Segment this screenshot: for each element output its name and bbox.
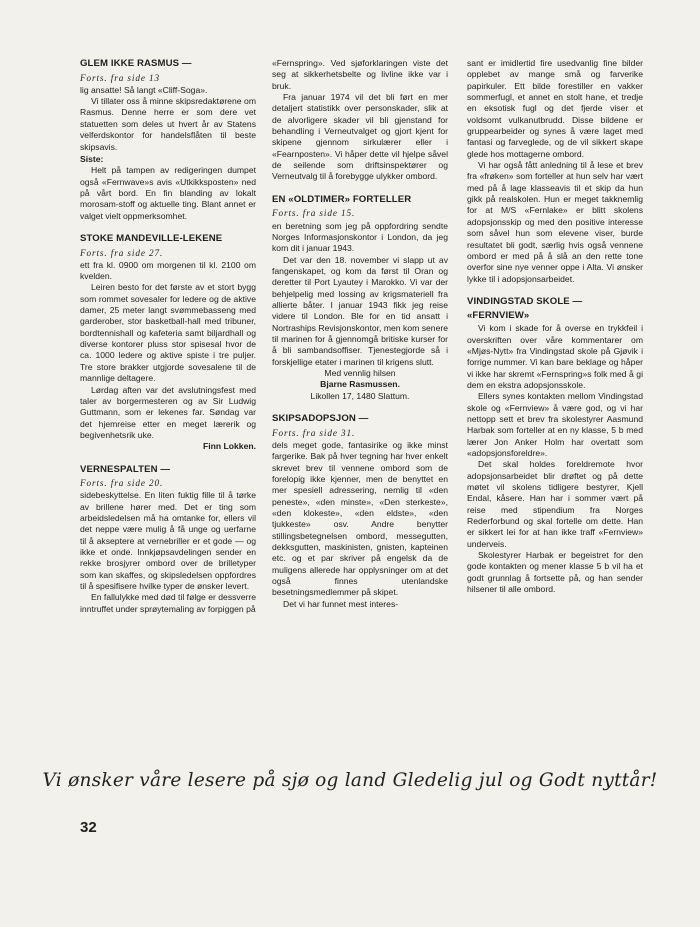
paragraph: «Fernspring». Ved sjøforklaringen viste det seg at sikkerhetsbelte og livline ikke var i bruk.	[272, 58, 448, 91]
paragraph: Fra januar 1974 vil det bli ført en mer detaljert statistikk over personskader, slik at de alvorligere skader vil bli gjenstand for behandling i Verneutvalget og gjort kjent for skipene gjennom sirkulærer eller i «Fearnposten». Vi håper dette vil hjelpe såvel de seilende som driftsinspektører og Verneutvalg til å forebygge ulykker ombord.	[272, 92, 448, 182]
paragraph: ett fra kl. 0900 om morgenen til kl. 2100 om kvelden.	[80, 259, 256, 282]
article	[80, 58, 256, 222]
article	[467, 58, 643, 285]
continued-from-note: Forts. fra side 27.	[80, 247, 164, 258]
article	[272, 413, 448, 610]
paragraph: Vi kom i skade for å overse en trykkfeil i overskriften over våre kommentarer om «Mjøs-Nytt» fra Vindingstad skole på Gjøvik i forrige nummer. Vi kan bare beklage og håper vi ikke har skremt «Fernspring»s folk med å gi dem en ekstra adopsjonsskole.	[467, 323, 643, 390]
paragraph: Lørdag aften var det avslutningsfest med taler av borgermesteren og av Sir Ludwig Guttmann, som er lekenes far. Søndag var det hjemreise etter en meget lærerik og begivenhetsrik uke.	[80, 384, 256, 440]
paragraph: Vi har også fått anledning til å lese et brev fra «frøken» som forteller at hun selv har vært med på å lage klasseavis til et skip da hun gikk på realskolen. Hun er meget takknemlig for at M/S «Fernlake» er blitt skolens adopsjonsskip og med den positive interesse som såvel hun som elevene viser, burde resultatet bli godt, særlig hvis også vennene ombord er med på å slå an den rette tone overfor sine nye venner oppe i Alta. Vi ønsker lykke til i adopsjonsarbeidet.	[467, 160, 643, 284]
continued-from-note: Forts. fra side 15.	[272, 208, 356, 219]
paragraph: Ellers synes kontakten mellom Vindingstad skole og «Fernview» å være god, og vi har nettopp sett et brev fra skolestyrer Aasmund Harbak som forteller at en ny klasse, 5 b med lærer Jon Anker Holm har overtatt som «adopsjonsforeldre».	[467, 391, 643, 458]
holiday-greeting: Vi ønsker våre lesere på sjø og land Gledelig jul og Godt nyttår!	[42, 770, 658, 791]
paragraph: Vi tillater oss å minne skipsredaktørene om Rasmus. Denne herre er som dere vet statuetten som deles ut hvert år av Statens velferdskontor for handelsflåten til beste skipsavis.	[80, 96, 256, 152]
column-2	[272, 58, 448, 621]
article-title: STOKE MANDEVILLE-LEKENE	[80, 232, 223, 244]
article-title: VERNESPALTEN —	[80, 463, 171, 475]
article-title: GLEM IKKE RASMUS —	[80, 58, 192, 69]
article	[272, 194, 448, 402]
article	[80, 233, 256, 453]
column-3	[467, 58, 643, 606]
article-subtitle: «FERNVIEW»	[467, 309, 530, 321]
paragraph: sant er imidlertid fire usedvanlig fine bilder opplebet av mange små og farverike papirkuler. Ett bilde forestiller en vakker sommerfugl, et annet en stolt hane, et tredje en eksotisk fugl og det fjerde viser et voldsomt vulkanutbrudd. Disse bildene er gruppearbeider og synes å være laget med fantasi og farveglede, og de vil sikkert skape glede hos mottagerne ombord.	[467, 58, 643, 159]
article-title: VINDINGSTAD SKOLE —	[467, 295, 583, 307]
paragraph: Det var den 18. november vi slapp ut av fangenskapet, og kom da først til Oran og deretter til Port Lyautey i Marokko. Vi var der behjelpelig med lossing av krigsmateriell fra allierte båter. I januar 1943 fikk jeg reise videre til London. Ble for en tid ansatt i Nortraships Revisjonskontor, men kom senere til marinen for å gjennomgå britiske kurser for å bli sambandsoffiser. Tjenestegjorde så i forskjellige etater i marinen til krigens slutt.	[272, 254, 448, 367]
paragraph: Med vennlig hilsen	[324, 368, 396, 379]
paragraph: Skolestyrer Harbak er begeistret for den gode kontakten og mener klasse 5 b vil ha et godt grunnlag å fortsette på, og han sender hilsener til alle ombord.	[467, 550, 643, 595]
paragraph: en beretning som jeg på oppfordring sendte Norges Informasjonskontor i London, da jeg kom dit i januar 1943.	[272, 220, 448, 254]
column-1	[80, 58, 256, 626]
paragraph: En fallulykke med død til følge er dessverre inntruffet under sprøytemaling av forpiggen på	[80, 592, 256, 614]
paragraph: Helt på tampen av redigeringen dumpet også «Fernwave»s avis «Utkikksposten» ned på vårt bord. En fin blanding av lokalt morosam-stoff og aktuelle ting. Blant annet er valget vielt oppmerksomhet.	[80, 165, 256, 221]
paragraph: Leiren besto for det første av et stort bygg som rommet sovesaler for ledere og de aktive damer, 25 meter langt svømmebasseng med garderober, stor basketball-hall med tribuner, bordtennishall og kafeteria samt biljardhall og diverse kontorer pluss stor spisesal hvor de ca. 1000 ledere og aktive spiste i tre puljer. Tre store brakker utgjorde sovesalene til de mannlige deltagere.	[80, 282, 256, 384]
paragraph: sidebeskyttelse. En liten fuktig fille til å tørke av brillene hører med. Det er ting som arbeidsledelsen må ha omtanke for, ellers vil det neppe være mulig å få unge og uerfarne til å akseptere at vernebriller er et gode — og ikke et onde. Innkjøpsavdelingen sender en rekke brosjyrer ombord over de brilletyper som kan skaffes, og skipsledelsen oppfordres til å spesifisere hvilke typer de ønsker levert.	[80, 490, 256, 592]
article	[80, 464, 256, 616]
subheading: Siste:	[80, 153, 104, 164]
paragraph: Det vi har funnet mest interes-	[283, 598, 399, 609]
article-title: SKIPSADOPSJON —	[272, 413, 369, 425]
article	[272, 58, 448, 183]
paragraph: Likollen 17, 1480 Slattum.	[310, 390, 410, 401]
article	[467, 296, 643, 596]
continued-from-note: Forts. fra side 31.	[272, 427, 356, 438]
page-number: 32	[80, 819, 97, 836]
author-signature: Bjarne Rasmussen.	[320, 379, 400, 390]
paragraph: dels meget gode, fantasirike og ikke minst fargerike. Bak på hver tegning har hver enkelt skrevet brev til vennene ombord som de forelopig ikke kjenner, men de benyttet en mer spesiell adressering, nemlig til «den peneste», «den minste», «Den sterkeste», «den klokeste», «den eldste», «den tjukkeste» osv. Andre benytter stillingsbetegnelsen ombord, messegutten, dekksgutten, maskinisten, gnisten, kapteinen etc. og et par skriver på engelsk da de muligens allerede har opplysninger om at det også finnes utenlandske besetningsmedlemmer på skipet.	[272, 439, 448, 598]
continued-from-note: Forts. fra side 13	[80, 72, 161, 83]
continued-from-note: Forts. fra side 20.	[80, 478, 164, 489]
paragraph: lig ansatte! Så langt «Cliff-Soga».	[80, 84, 208, 95]
paragraph: Det skal holdes foreldremote hvor adopsjonsarbeidet blir drøftet og på dette møtet vil skolens tidligere bestyrer, Kjell Endal, kåsere. Han har i sommer vært på reise med stipendium fra Norges Rederforbund og skal fortelle om dette. Han er sikkert lei for at han ikke traff «Fernview» underveis.	[467, 459, 643, 549]
author-signature: Finn Lokken.	[203, 441, 256, 452]
article-title: EN «OLDTIMER» FORTELLER	[272, 193, 412, 205]
